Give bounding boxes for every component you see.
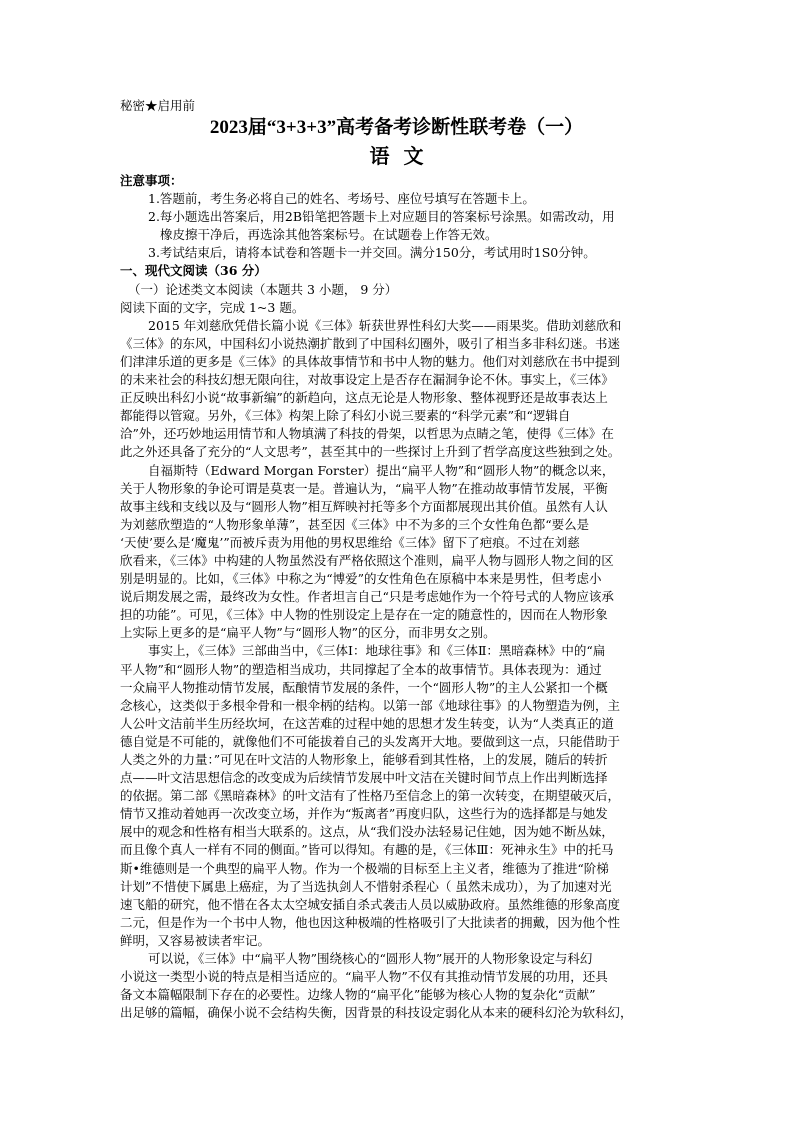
passage-line: 《三体》的东风，中国科幻小说热潮扩散到了中国科幻圈外，吸引了相当多非科幻迷。书迷: [120, 335, 621, 351]
passage-line: 欣看来，《三体》中构建的人物虽然没有严格依照这个准则，扁平人物与圆形人物之间的区: [120, 552, 614, 568]
exam-body: [120, 172, 675, 1022]
passage-line: 小说这一类型小说的特点是相当适应的。“扁平人物”不仅有其推动情节发展的功用，还具: [120, 969, 608, 985]
passage-paragraph-3: [120, 642, 675, 950]
passage-line: 上实际上更多的是“扁平人物”与“圆形人物”的区分，而非男女之别。: [120, 625, 496, 641]
exam-title: 2023届“3+3+3”高考备考诊断性联考卷（一）: [209, 117, 584, 138]
passage-line: 2015 年刘慈欣凭借长篇小说《三体》斩获世界性科幻大奖——雨果奖。借助刘慈欣和: [148, 317, 622, 333]
passage-paragraph-4: [120, 950, 675, 1022]
passage-line: 说后期发展之需，最终改为女性。作者坦言自己“只是考虑她作为一个符号式的人物应该承: [120, 589, 614, 605]
passage-line: 为刘慈欣塑造的“人物形象单薄”，甚至因《三体》中不为多的三个女性角色都“要么是: [120, 516, 590, 532]
passage-line: 别是明显的。比如，《三体》中称之为“博爱”的女性角色在原稿中本来是男性，但考虑小: [120, 571, 602, 587]
passage-line: 人公叶文洁前半生历经坎坷，在这苦难的过程中她的思想才发生转变，认为“人类真正的道: [120, 715, 614, 731]
passage-paragraph-2: [120, 462, 675, 643]
notes-item-2: 2.每小题选出答案后，用2B铅笔把答题卡上对应题目的答案标号涂黑。如需改动，用: [148, 209, 615, 225]
passage-line: 出足够的篇幅，确保小说不会结构失衡，因背景的科技设定弱化从本来的硬科幻沦为软科幻，: [120, 1005, 633, 1021]
passage-line: 计划”不惜使下属患上癌症，为了当选执剑人不惜射杀程心（ 虽然未成功），为了加速对光: [120, 878, 612, 894]
notes-item-2-cont: 橡皮擦干净后，再选涂其他答案标号。在试题卷上作答无效。: [160, 227, 498, 243]
notes-item-3: 3.考试结束后，请将本试卷和答题卡一并交回。满分150分，考试用时1S0分钟。: [148, 245, 596, 261]
section-heading: 一、现代文阅读（36 分）: [120, 263, 267, 279]
passage-line: 的未来社会的科技幻想无限向往，对故事设定上是否存在漏洞争论不休。事实上，《三体》: [120, 372, 614, 388]
passage-line: 而且像个真人一样有不同的侧面。”皆可以得知。有趣的是，《三体Ⅲ：死神永生》中的托马: [120, 842, 614, 858]
passage-line: ‘天使’要么是‘魔鬼’”而被斥责为用他的男权思维给《三体》留下了疤痕。不过在刘慈: [120, 534, 580, 550]
passage-line: 鲜明，又容易被读者牢记。: [120, 932, 271, 948]
passage-line: 念核心，这类似于多根伞骨和一根伞柄的结构。以第一部《地球往事》的人物塑造为例，主: [120, 697, 621, 713]
passage-line: 正反映出科幻小说“故事新编”的新趋向，这点无论是人物形象、整体视野还是故事表达上: [120, 390, 608, 406]
passage-line: 情节又推动着她再一次改变立场，并作为“叛离者”再度归队，这些行为的选择都是与她发: [120, 806, 608, 822]
passage-line: 点——叶文洁思想信念的改变成为后续情节发展中叶文洁在关键时间节点上作出判断选择: [120, 770, 608, 786]
passage-line: 斯•维德则是一个典型的扁平人物。作为一个极端的目标至上主义者，维德为了推进“阶梯: [120, 860, 609, 876]
passage-line: 德自觉是不可能的，就像他们不可能拔着自己的头发离开大地。要做到这一点，只能借助于: [120, 733, 621, 749]
passage-line: 展中的观念和性格有相当大联系的。这点，从“我们没办法轻易记住她，因为她不断丛妹，: [120, 824, 614, 840]
notes-item-1: 1.答题前，考生务必将自己的姓名、考场号、座位号填写在答题卡上。: [148, 191, 535, 207]
passage-line: 此之外还具备了充分的“人文思考”，甚至其中的一些探讨上升到了哲学高度这些独到之处。: [120, 444, 621, 460]
notes-heading: 注意事项：: [120, 173, 183, 188]
passage-line: 一众扁平人物推动情节发展，酝酿情节发展的条件，一个“圆形人物”的主人公紧扣一个概: [120, 679, 608, 695]
section-subheading: （一）论述类文本阅读（本题共 3 小题， 9 分）: [128, 281, 398, 297]
section-instruction: 阅读下面的文字，完成 1~3 题。: [120, 299, 305, 315]
passage-paragraph-1: [120, 317, 675, 462]
passage-line: 关于人物形象的争论可谓是莫衷一是。普遍认为，“扁平人物”在推动故事情节发展，平衡: [120, 480, 608, 496]
passage-line: 担的功能”。可见，《三体》中人物的性别设定上是存在一定的随意性的，因而在人物形象: [120, 607, 608, 623]
passage-line: 故事主线和支线以及与“圆形人物”相互辉映衬托等多个方面都展现出其价值。虽然有人认: [120, 498, 608, 514]
passage-line: 可以说，《三体》中“扁平人物”围绕核心的“圆形人物”展开的人物形象设定与科幻: [148, 951, 593, 967]
passage-line: 自福斯特（Edward Morgan Forster）提出“扁平人物”和“圆形人物”的概念以来，: [148, 462, 615, 478]
subject-title: 语文: [369, 144, 438, 168]
passage-line: 们津津乐道的更多是《三体》的具体故事情节和书中人物的魅力。他们对刘慈欣在书中提到: [120, 353, 621, 369]
passage-line: 人类之外的力量：”可见在叶文洁的人物形象上，能够看到其性格，上的发展，随后的转折: [120, 752, 608, 767]
passage-line: 洽”外，还巧妙地运用情节和人物填满了科技的骨架，以哲思为点睛之笔，使得《三体》在: [120, 426, 614, 442]
passage-line: 都能得以管窥。另外，《三体》构架上除了科幻小说三要素的“科学元素”和“逻辑自: [120, 408, 571, 424]
passage-line: 事实上，《三体》三部曲当中，《三体Ⅰ：地球往事》和《三体Ⅱ：黑暗森林》中的“扁: [148, 643, 606, 659]
secret-label: 秘密★启用前: [120, 98, 196, 113]
passage-line: 速飞船的研究，他不惜在各太太空城安插自杀式袭击人员以威胁政府。虽然维德的形象高度: [120, 896, 621, 912]
passage-line: 备文本篇幅限制下存在的必要性。边缘人物的“扁平化”能够为核心人物的复杂化“贡献”: [120, 987, 596, 1003]
passage-line: 平人物”和“圆形人物”的塑造相当成功，共同撑起了全本的故事情节。具体表现为：通过: [120, 661, 602, 677]
passage-line: 二元，但是作为一个书中人物，他也因这种极端的性格吸引了大批读者的拥戴，因为他个性: [120, 914, 621, 930]
passage-line: 的依据。第二部《黑暗森林》的叶文洁有了性格乃至信念上的第一次转变，在期望破灭后，: [120, 788, 621, 804]
